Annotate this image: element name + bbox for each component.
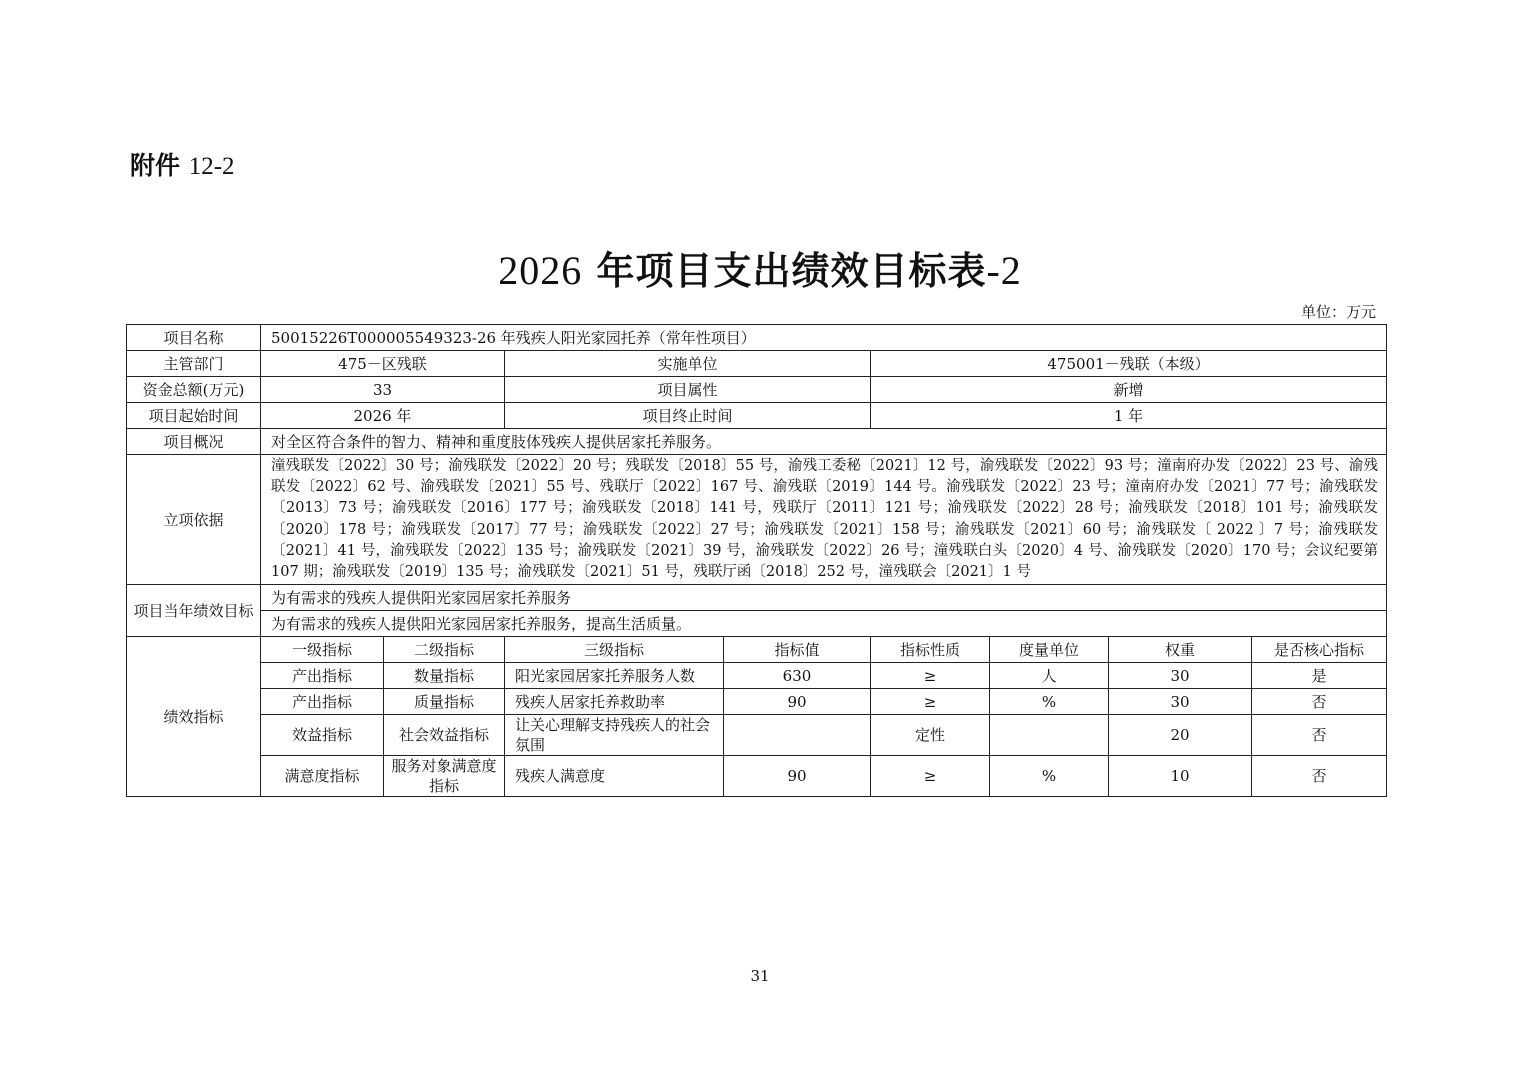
- nature-cell: ≥: [871, 689, 990, 715]
- nature-cell: ≥: [871, 756, 990, 797]
- end-value: 1 年: [871, 403, 1387, 429]
- goal-label: 项目当年绩效目标: [127, 585, 261, 637]
- level-1-cell: 满意度指标: [261, 756, 384, 797]
- attribute-label: 项目属性: [505, 377, 871, 403]
- goal-value-2: 为有需求的残疾人提供阳光家园居家托养服务，提高生活质量。: [261, 611, 1387, 637]
- title-suffix: -2: [986, 248, 1022, 293]
- header-value: 指标值: [724, 637, 871, 663]
- core-cell: 否: [1252, 715, 1387, 756]
- indicator-row: [127, 715, 1387, 756]
- title-year: 2026: [498, 248, 583, 293]
- row-project-name: [127, 325, 1387, 351]
- impl-unit-value: 475001－残联（本级）: [871, 351, 1387, 377]
- level-2-cell: 社会效益指标: [384, 715, 505, 756]
- total-funds-label: 资金总额(万元): [127, 377, 261, 403]
- header-nature: 指标性质: [871, 637, 990, 663]
- value-cell: [724, 715, 871, 756]
- row-dept: [127, 351, 1387, 377]
- project-name-value: 50015226T000005549323-26 年残疾人阳光家园托养（常年性项目）: [261, 325, 1387, 351]
- unit-cell: %: [990, 756, 1109, 797]
- attribute-value: 新增: [871, 377, 1387, 403]
- weight-cell: 30: [1109, 689, 1252, 715]
- indicator-row: [127, 756, 1387, 797]
- page-title: [0, 240, 1520, 295]
- value-cell: 630: [724, 663, 871, 689]
- title-text: 年项目支出绩效目标表: [596, 249, 987, 293]
- start-value: 2026 年: [261, 403, 505, 429]
- core-cell: 否: [1252, 689, 1387, 715]
- unit-cell: 人: [990, 663, 1109, 689]
- row-overview: [127, 429, 1387, 455]
- level-1-cell: 产出指标: [261, 689, 384, 715]
- header-weight: 权重: [1109, 637, 1252, 663]
- basis-label: 立项依据: [127, 455, 261, 585]
- header-level-2: 二级指标: [384, 637, 505, 663]
- level-3-cell: 残疾人居家托养救助率: [505, 689, 724, 715]
- indicator-row: [127, 689, 1387, 715]
- level-3-cell: 残疾人满意度: [505, 756, 724, 797]
- header-core: 是否核心指标: [1252, 637, 1387, 663]
- basis-value: 潼残联发〔2022〕30 号；渝残联发〔2022〕20 号；残联发〔2018〕55 号，渝残工委秘〔2021〕12 号，渝残联发〔2022〕93 号；潼南府办发〔2022〕23 号、渝残联发〔2022〕62 号、渝残联发〔2021〕55 号、残联厅〔2022〕167 号、渝残联〔2019〕144 号。渝残联发〔2022〕23 号；潼南府办发〔2021〕77 号；渝残联发〔2013〕73 号；渝残联发〔2016〕177 号；渝残联发〔2018〕141 号，残联厅〔2011〕121 号；渝残联发〔2022〕28 号；渝残联发〔2018〕101 号；渝残联发〔2020〕178 号；渝残联发〔2017〕77 号；渝残联发〔2022〕27 号；渝残联发〔2021〕158 号；渝残联发〔2021〕60 号；渝残联发〔 2022 〕7 号；渝残联发〔2021〕41 号，渝残联发〔2022〕135 号；渝残联发〔2021〕39 号，渝残联发〔2022〕26 号；潼残联白头〔2020〕4 号、渝残联发〔2020〕170 号；会议纪要第 107 期；渝残联发〔2019〕135 号；渝残联发〔2021〕51 号，残联厅函〔2018〕252 号，潼残联会〔2021〕1 号: [261, 455, 1387, 585]
- page-number: 31: [750, 967, 770, 985]
- impl-unit-label: 实施单位: [505, 351, 871, 377]
- level-1-cell: 产出指标: [261, 663, 384, 689]
- level-1-cell: 效益指标: [261, 715, 384, 756]
- header-level-3: 三级指标: [505, 637, 724, 663]
- row-goal-2: [127, 611, 1387, 637]
- core-cell: 是: [1252, 663, 1387, 689]
- attachment-label: 附件 12-2: [130, 151, 235, 180]
- value-cell: 90: [724, 689, 871, 715]
- weight-cell: 20: [1109, 715, 1252, 756]
- nature-cell: ≥: [871, 663, 990, 689]
- dept-value: 475－区残联: [261, 351, 505, 377]
- level-3-cell: 让关心理解支持残疾人的社会氛围: [505, 715, 724, 756]
- end-label: 项目终止时间: [505, 403, 871, 429]
- overview-label: 项目概况: [127, 429, 261, 455]
- start-label: 项目起始时间: [127, 403, 261, 429]
- nature-cell: 定性: [871, 715, 990, 756]
- unit-cell: %: [990, 689, 1109, 715]
- goal-value-1: 为有需求的残疾人提供阳光家园居家托养服务: [261, 585, 1387, 611]
- core-cell: 否: [1252, 756, 1387, 797]
- project-name-label: 项目名称: [127, 325, 261, 351]
- value-cell: 90: [724, 756, 871, 797]
- row-goal-1: [127, 585, 1387, 611]
- indicator-row: [127, 663, 1387, 689]
- header-level-1: 一级指标: [261, 637, 384, 663]
- row-funds: [127, 377, 1387, 403]
- performance-target-table: [126, 324, 1387, 797]
- total-funds-value: 33: [261, 377, 505, 403]
- unit-cell: [990, 715, 1109, 756]
- unit-label: 单位：万元: [1300, 303, 1376, 321]
- level-2-cell: 质量指标: [384, 689, 505, 715]
- overview-value: 对全区符合条件的智力、精神和重度肢体残疾人提供居家托养服务。: [261, 429, 1387, 455]
- row-time: [127, 403, 1387, 429]
- weight-cell: 10: [1109, 756, 1252, 797]
- level-2-cell: 数量指标: [384, 663, 505, 689]
- header-unit: 度量单位: [990, 637, 1109, 663]
- dept-label: 主管部门: [127, 351, 261, 377]
- weight-cell: 30: [1109, 663, 1252, 689]
- indicator-header-row: [127, 637, 1387, 663]
- row-basis: [127, 455, 1387, 585]
- level-2-cell: 服务对象满意度指标: [384, 756, 505, 797]
- level-3-cell: 阳光家园居家托养服务人数: [505, 663, 724, 689]
- indicators-label: 绩效指标: [127, 637, 261, 797]
